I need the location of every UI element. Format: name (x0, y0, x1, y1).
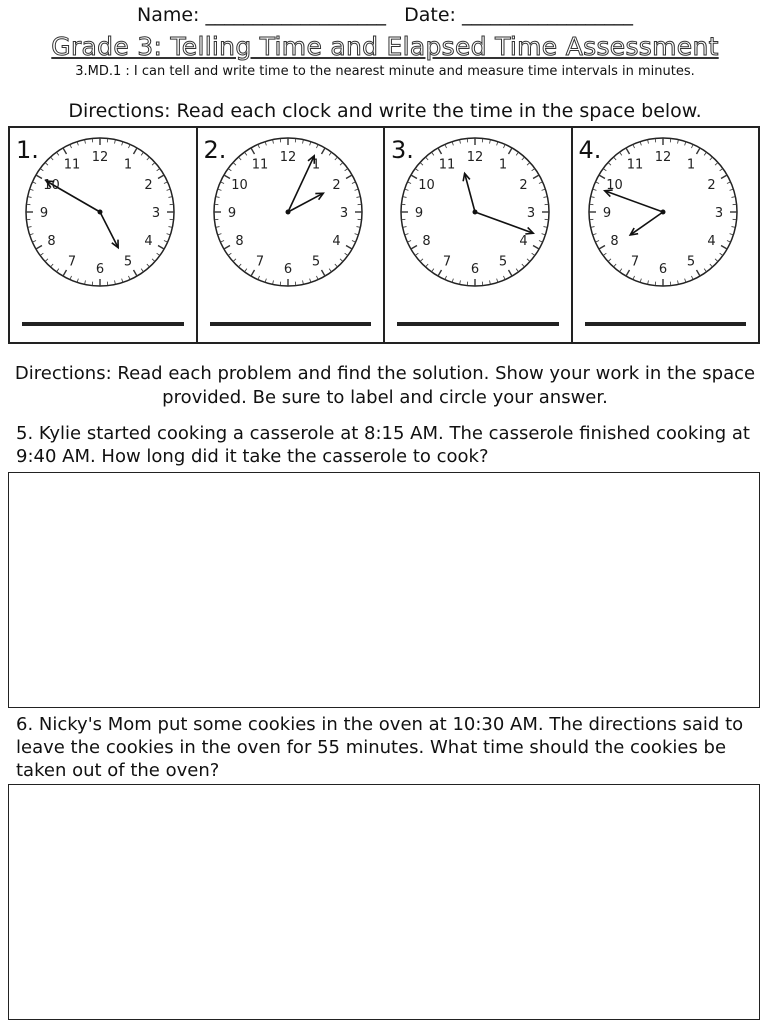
clock-face-number: 9 (227, 206, 236, 221)
clock-face-number: 11 (626, 157, 643, 173)
clock-face-number: 7 (67, 254, 77, 270)
clock-face-number: 1 (498, 157, 508, 173)
clock-face-number: 6 (95, 262, 105, 277)
date-label: Date: __________________ (404, 4, 633, 26)
clock-face-number: 1 (686, 157, 695, 173)
problem-directions: Directions: Read each problem and find the solution. Show your work in the space provided. Be sure to label and circle your answer. (14, 363, 756, 408)
header (0, 4, 770, 26)
clock-face-number: 4 (519, 234, 528, 249)
work-box-problem-5[interactable] (8, 472, 760, 708)
clock-face-number: 4 (331, 234, 341, 249)
clock-face-number: 11 (63, 157, 81, 173)
clock-face-number: 5 (498, 254, 508, 270)
clock-face-number: 6 (470, 262, 480, 277)
clock-face-number: 5 (123, 254, 133, 270)
clock-face-number: 2 (331, 178, 341, 193)
clock-face-number: 11 (438, 157, 456, 173)
clock-face-number: 6 (658, 262, 667, 277)
clock-face-number: 7 (255, 254, 264, 270)
clock-face-number: 5 (311, 254, 320, 270)
answer-line[interactable] (397, 322, 559, 326)
clock-face-number: 7 (442, 254, 452, 270)
clock-face-number: 2 (144, 178, 153, 193)
clock-face (395, 132, 555, 292)
clock-face-number: 10 (605, 178, 623, 193)
clock-directions: Directions: Read each clock and write the time in the space below. (68, 100, 702, 122)
standard-statement: 3.MD.1 : I can tell and write time to the nearest minute and measure time intervals in minutes. (75, 64, 695, 79)
answer-line[interactable] (210, 322, 372, 326)
clock-face-number: 9 (39, 206, 49, 221)
clock-center (98, 210, 103, 215)
clock-face-number: 4 (144, 234, 153, 249)
clock-face-number: 2 (519, 178, 528, 193)
clock-face-number: 4 (706, 234, 716, 249)
clock-center (660, 210, 665, 215)
clock-cell-4 (573, 128, 759, 342)
clock-face-number: 8 (609, 234, 619, 249)
clock-center (473, 210, 478, 215)
answer-line[interactable] (585, 322, 747, 326)
clock-face-number: 2 (706, 178, 716, 193)
clock-face-number: 12 (91, 150, 109, 165)
page-title: Grade 3: Telling Time and Elapsed Time Assessment (51, 32, 719, 61)
clock-face-number: 1 (123, 157, 133, 173)
clock-face-number: 12 (279, 150, 296, 165)
answer-line[interactable] (22, 322, 184, 326)
clock-cell-3 (385, 128, 573, 342)
clock-cell-2 (198, 128, 386, 342)
clock-face-number: 10 (230, 178, 248, 193)
clock-face-number: 8 (234, 234, 244, 249)
clock-face-number: 3 (151, 206, 161, 221)
name-label: Name: ___________________ (137, 4, 386, 26)
clock-face-number: 8 (422, 234, 431, 249)
clock-face-number: 10 (418, 178, 435, 193)
clock-face (583, 132, 743, 292)
clock-face-number: 7 (630, 254, 639, 270)
clock-number: 3. (391, 136, 414, 164)
clock-row (8, 126, 760, 344)
clock-face-number: 9 (602, 206, 611, 221)
clock-face-number: 11 (251, 157, 268, 173)
clock-number: 1. (16, 136, 39, 164)
work-box-problem-6[interactable] (8, 784, 760, 1020)
clock-face-number: 6 (283, 262, 292, 277)
clock-face-number: 3 (714, 206, 723, 221)
clock-number: 4. (578, 136, 602, 164)
clock-face-number: 9 (414, 206, 424, 221)
clock-face-number: 12 (654, 150, 671, 165)
problem-5-text: 5. Kylie started cooking a casserole at 8:15 AM. The casserole finished cooking at 9:40 AM. How long did it take the casserole to cook? (16, 423, 750, 467)
clock-face-number: 12 (466, 150, 484, 165)
clock-number: 2. (203, 136, 227, 164)
clock-face (20, 132, 180, 292)
clock-face-number: 5 (686, 254, 695, 270)
clock-center (285, 210, 290, 215)
clock-face (208, 132, 368, 292)
clock-face-number: 8 (47, 234, 56, 249)
clock-face-number: 10 (43, 178, 60, 193)
clock-face-number: 1 (311, 157, 320, 173)
clock-face-number: 3 (339, 206, 348, 221)
clock-cell-1 (10, 128, 198, 342)
clock-face-number: 3 (526, 206, 536, 221)
problem-6-text: 6. Nicky's Mom put some cookies in the oven at 10:30 AM. The directions said to leave the cookies in the oven for 55 minutes. What time should the cookies be taken out of the oven? (16, 714, 744, 781)
